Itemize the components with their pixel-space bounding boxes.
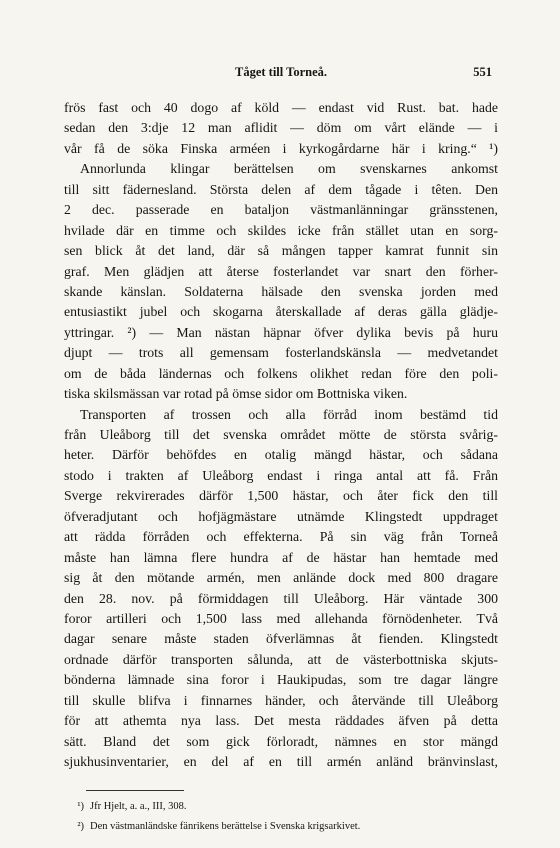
text-line: graf. Men glädjen att återse fosterlandet var snart den förher- [64,263,498,279]
text-line: till skulle blifva i finnarnes händer, och återvände till Uleåborg [64,692,498,708]
text-line: frös fast och 40 dogo af köld — endast vid Rust. bat. hade [64,100,498,115]
text-line: hvilade där en timme och skildes icke från stället utan en sorg- [64,222,498,238]
text-line: sig åt den mötande armén, men anlände dock med 800 dragare [64,570,498,586]
text-line: bönderna lämnade sina foror i Haukipudas, som tre dagar längre [64,672,498,688]
text-line: vår få de söka Finska arméen i kyrkogårdarne här i kring.“ ¹) [64,140,498,156]
text-line: skande känslan. Soldaterna hälsade den svenska jorden med [64,283,498,299]
footnote-marker: ²) [77,821,84,832]
text-line: dagar senare måste staden öfverlämnas åt fienden. Klingstedt [64,631,498,647]
text-line: sen blick åt det land, där så mången tapper kamrat funnit sin [64,243,498,259]
footnotes [70,797,490,837]
running-header [64,62,498,82]
footnote-marker: ¹) [77,801,84,812]
page-number: 551 [473,65,492,79]
text-line: öfveradjutant och hofjägmästare utnämde Klingstedt uppdraget [64,508,498,524]
footnote-divider [86,790,184,791]
text-line: 2 dec. passerade en bataljon västmanlänningar gränsstenen, [64,202,498,218]
footnote [70,817,490,837]
text-line: om de båda ländernas och folkens olikhet redan före den poli- [64,365,498,381]
text-line: att rädda förråden och effekterna. På sin väg från Torneå [64,529,498,545]
text-line: måste han lämna flere hundra af de hästar han hemtade med [64,549,498,565]
body-text [64,98,498,772]
footnote-text: Den västmanländske fänrikens berättelse i Svenska krigsarkivet. [90,821,361,832]
text-line: tiska skilsmässan var rotad på ömse sidor om Bottniska viken. [64,386,408,402]
page-header-title: Tåget till Torneå. [234,65,328,79]
text-line: sätt. Bland det som gick förloradt, nämnes en stor mängd [64,733,498,749]
text-line: djupt — trots all gemensam fosterlandskänsla — medvetandet [64,345,498,361]
text-line: för att athemta nya lass. Det mesta räddades äfven på detta [64,713,498,729]
text-line: Transporten af trossen och alla förråd inom bestämd tid [80,406,498,422]
text-line: entusiastikt jubel och skogarna återskallade af deras gälla glädje- [64,304,498,320]
book-page [64,62,498,832]
text-line: från Uleåborg till det svenska området mötte de största svårig- [64,427,498,442]
text-line: heter. Därför behöfdes en otalig mängd hästar, och sådana [64,447,498,463]
text-line: foror artilleri och 1,500 lass med allehanda förnödenheter. Två [64,610,498,626]
text-line: sedan den 3:dje 12 man aflidit — döm om vårt elände — i [64,120,498,136]
text-line: Sverge rekvirerades därför 1,500 hästar, och åter fick den till [64,488,498,504]
text-line: den 28. nov. på förmiddagen till Uleåborg. Här väntade 300 [64,590,498,606]
text-line: Annorlunda klingar berättelsen om svenskarnes ankomst [80,161,498,177]
text-line: till sitt fädernesland. Största delen af dem tågade i têten. Den [64,181,498,197]
text-line: stodo i trakten af Uleåborg endast i ringa antal att få. Från [64,467,498,483]
text-line: yttringar. ²) — Man nästan häpnar öfver dylika bevis på huru [64,324,498,340]
text-line: sjukhusinventarier, en del af en till armén anländ bränvinslast, [64,754,498,769]
text-line: ordnade därför transporten sålunda, att de västerbottniska skjuts- [64,651,498,667]
footnote-text: Jfr Hjelt, a. a., III, 308. [90,801,187,812]
footnote [70,797,490,817]
